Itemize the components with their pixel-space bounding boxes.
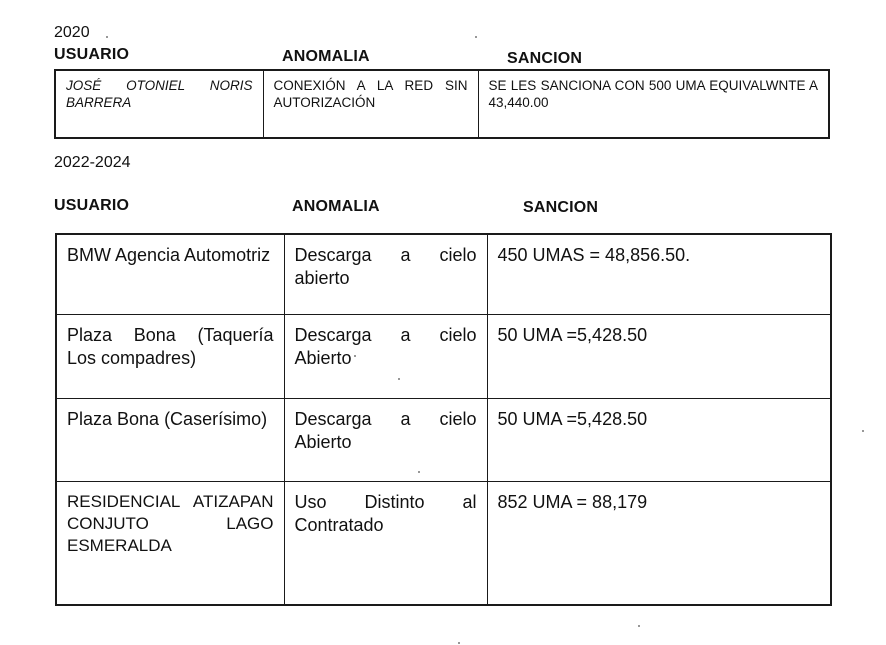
- table-row: [56, 314, 831, 398]
- header-anomalia-2022: ANOMALIA: [292, 198, 380, 215]
- cell-sancion: 852 UMA = 88,179: [487, 481, 831, 605]
- table-row: [56, 234, 831, 314]
- table-row: [56, 481, 831, 605]
- scan-speck: [458, 642, 460, 644]
- cell-sancion: SE LES SANCIONA CON 500 UMA EQUIVALWNTE A 43,440.00: [488, 78, 818, 110]
- scan-speck: [638, 625, 640, 627]
- cell-anomalia: Descarga a cielo Abierto: [284, 398, 487, 481]
- cell-sancion: 450 UMAS = 48,856.50.: [487, 234, 831, 314]
- scan-speck: [862, 430, 864, 432]
- header-sancion-2022: SANCION: [523, 199, 599, 216]
- cell-sancion: 50 UMA =5,428.50: [487, 314, 831, 398]
- cell-usuario: RESIDENCIAL ATIZAPAN CONJUTO LAGO ESMERALDA: [56, 481, 284, 605]
- scan-speck: [418, 471, 420, 473]
- year-2020-label: 2020: [54, 24, 90, 41]
- cell-usuario: Plaza Bona (Caserísimo): [56, 398, 284, 481]
- scan-speck: [354, 355, 356, 357]
- cell-usuario: JOSÉ OTONIEL NORIS BARRERA: [55, 70, 263, 138]
- cell-anomalia: Descarga a cielo abierto: [284, 234, 487, 314]
- header-anomalia-2020: ANOMALIA: [282, 48, 370, 65]
- table-row: [55, 70, 829, 138]
- year-2022-2024-label: 2022-2024: [54, 154, 131, 171]
- cell-usuario: BMW Agencia Automotriz: [56, 234, 284, 314]
- scan-speck: [475, 36, 477, 38]
- scan-speck: [398, 378, 400, 380]
- cell-anomalia: Descarga a cielo Abierto: [284, 314, 487, 398]
- cell-usuario: Plaza Bona (Taquería Los compadres): [56, 314, 284, 398]
- scan-speck: [106, 36, 108, 38]
- header-sancion-2020: SANCION: [507, 50, 583, 67]
- header-usuario-2020: USUARIO: [54, 46, 130, 63]
- cell-anomalia: Uso Distinto al Contratado: [284, 481, 487, 605]
- cell-anomalia: CONEXIÓN A LA RED SIN AUTORIZACIÓN: [263, 70, 478, 138]
- sanctions-table-2020: [54, 69, 830, 139]
- table-row: [56, 398, 831, 481]
- header-usuario-2022: USUARIO: [54, 197, 130, 214]
- sanctions-table-2022-2024: [55, 233, 832, 606]
- cell-sancion: 50 UMA =5,428.50: [487, 398, 831, 481]
